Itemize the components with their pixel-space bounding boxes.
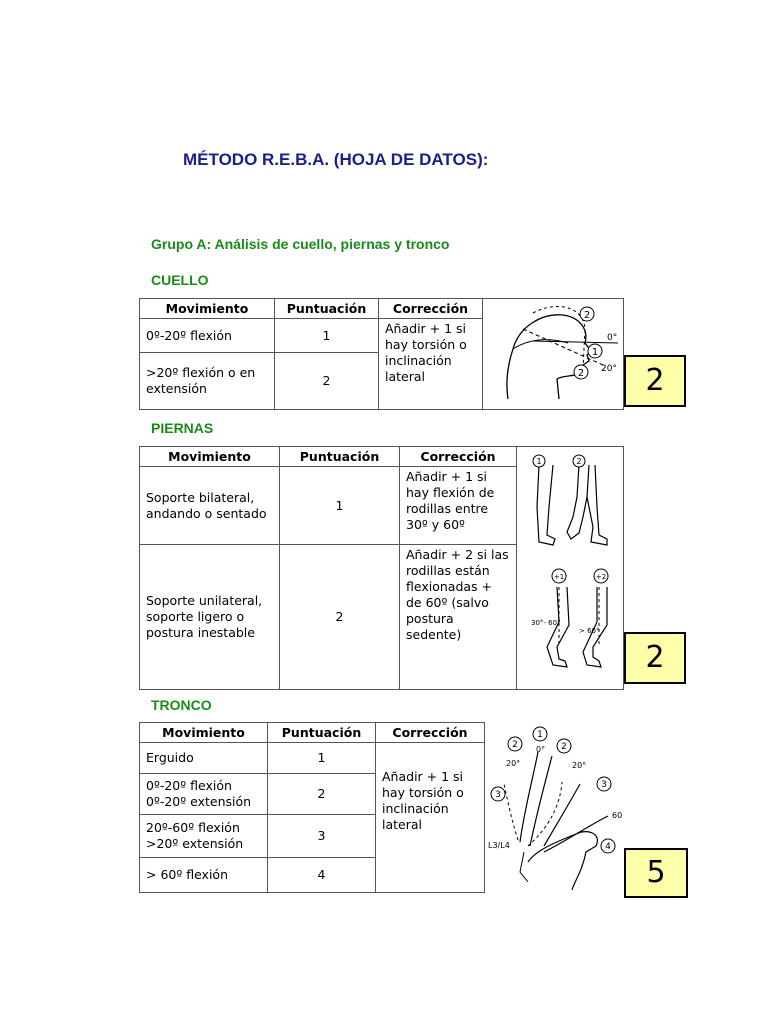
piernas-row-2-movement: Soporte unilateral, soporte ligero o postura inestable (140, 545, 280, 690)
piernas-row-2-score: 2 (280, 545, 400, 690)
piernas-row-1-score: 1 (280, 467, 400, 545)
header-movement: Movimiento (140, 723, 268, 743)
neck-label-1: 1 (591, 347, 599, 358)
cuello-row-2-movement: >20º flexión o en extensión (140, 353, 275, 410)
page-title: MÉTODO R.E.B.A. (HOJA DE DATOS): (183, 150, 489, 169)
piernas-result-score: 2 (624, 632, 686, 684)
trunk-label-vertebra: L3/L4 (488, 841, 510, 850)
header-movement: Movimiento (140, 299, 275, 319)
legs-figure-cell (517, 447, 624, 690)
neck-label-0deg: 0° (607, 333, 618, 343)
tronco-row-3-score: 3 (268, 815, 376, 858)
trunk-label-20deg-a: 20° (506, 759, 521, 768)
legs-label-range: 30°- 60° (531, 619, 561, 627)
section-label-piernas: PIERNAS (151, 420, 214, 436)
trunk-label-60: 60 (612, 811, 623, 820)
section-label-cuello: CUELLO (151, 272, 209, 288)
trunk-label-0deg: 0° (536, 745, 546, 754)
neck-label-20deg: 20° (601, 364, 617, 374)
trunk-label-3b: 3 (601, 780, 607, 790)
tronco-row-2-score: 2 (268, 774, 376, 815)
cuello-correction: Añadir + 1 si hay torsión o inclinación lateral (379, 319, 483, 410)
trunk-label-20deg-b: 20° (572, 761, 587, 770)
trunk-label-3a: 3 (495, 790, 501, 800)
tronco-row-1-score: 1 (268, 743, 376, 774)
header-correction: Corrección (376, 723, 485, 743)
legs-label-plus1: +1 (553, 573, 565, 581)
trunk-label-4: 4 (605, 842, 611, 852)
tronco-row-2-movement: 0º-20º flexión 0º-20º extensión (140, 774, 268, 815)
neck-label-2a: 2 (583, 310, 591, 321)
piernas-row-1-correction: Añadir + 1 si hay flexión de rodillas entre 30º y 60º (400, 467, 517, 545)
tronco-row-4-score: 4 (268, 858, 376, 893)
tronco-row-3-movement: 20º-60º flexión >20º extensión (140, 815, 268, 858)
neck-figure-cell (483, 299, 624, 410)
tronco-correction: Añadir + 1 si hay torsión o inclinación lateral (376, 743, 485, 893)
legs-label-2: 2 (576, 457, 582, 466)
cuello-row-1-score: 1 (275, 319, 379, 353)
tronco-row-1-movement: Erguido (140, 743, 268, 774)
cuello-row-1-movement: 0º-20º flexión (140, 319, 275, 353)
legs-label-1: 1 (536, 457, 542, 466)
cuello-result-score: 2 (624, 355, 686, 407)
cuello-row-2-score: 2 (275, 353, 379, 410)
piernas-table (139, 446, 624, 690)
header-score: Puntuación (280, 447, 400, 467)
trunk-label-1: 1 (537, 730, 543, 740)
tronco-table (139, 722, 485, 893)
trunk-label-2a: 2 (512, 740, 518, 750)
group-subtitle: Grupo A: Análisis de cuello, piernas y tronco (151, 236, 450, 252)
tronco-row-4-movement: > 60º flexión (140, 858, 268, 893)
section-label-tronco: TRONCO (151, 697, 212, 713)
header-score: Puntuación (268, 723, 376, 743)
legs-label-over: > 60° (579, 627, 600, 635)
cuello-table (139, 298, 624, 410)
header-movement: Movimiento (140, 447, 280, 467)
header-score: Puntuación (275, 299, 379, 319)
tronco-result-score: 5 (624, 848, 688, 898)
trunk-posture-figure (484, 722, 624, 892)
neck-label-2b: 2 (577, 368, 585, 379)
legs-label-plus2: +2 (595, 573, 607, 581)
piernas-row-1-movement: Soporte bilateral, andando o sentado (140, 467, 280, 545)
piernas-row-2-correction: Añadir + 2 si las rodillas están flexionadas + de 60º (salvo postura sedente) (400, 545, 517, 690)
legs-posture-figure (517, 447, 624, 685)
trunk-label-2b: 2 (561, 742, 567, 752)
header-correction: Corrección (400, 447, 517, 467)
header-correction: Corrección (379, 299, 483, 319)
neck-posture-figure (483, 299, 624, 405)
